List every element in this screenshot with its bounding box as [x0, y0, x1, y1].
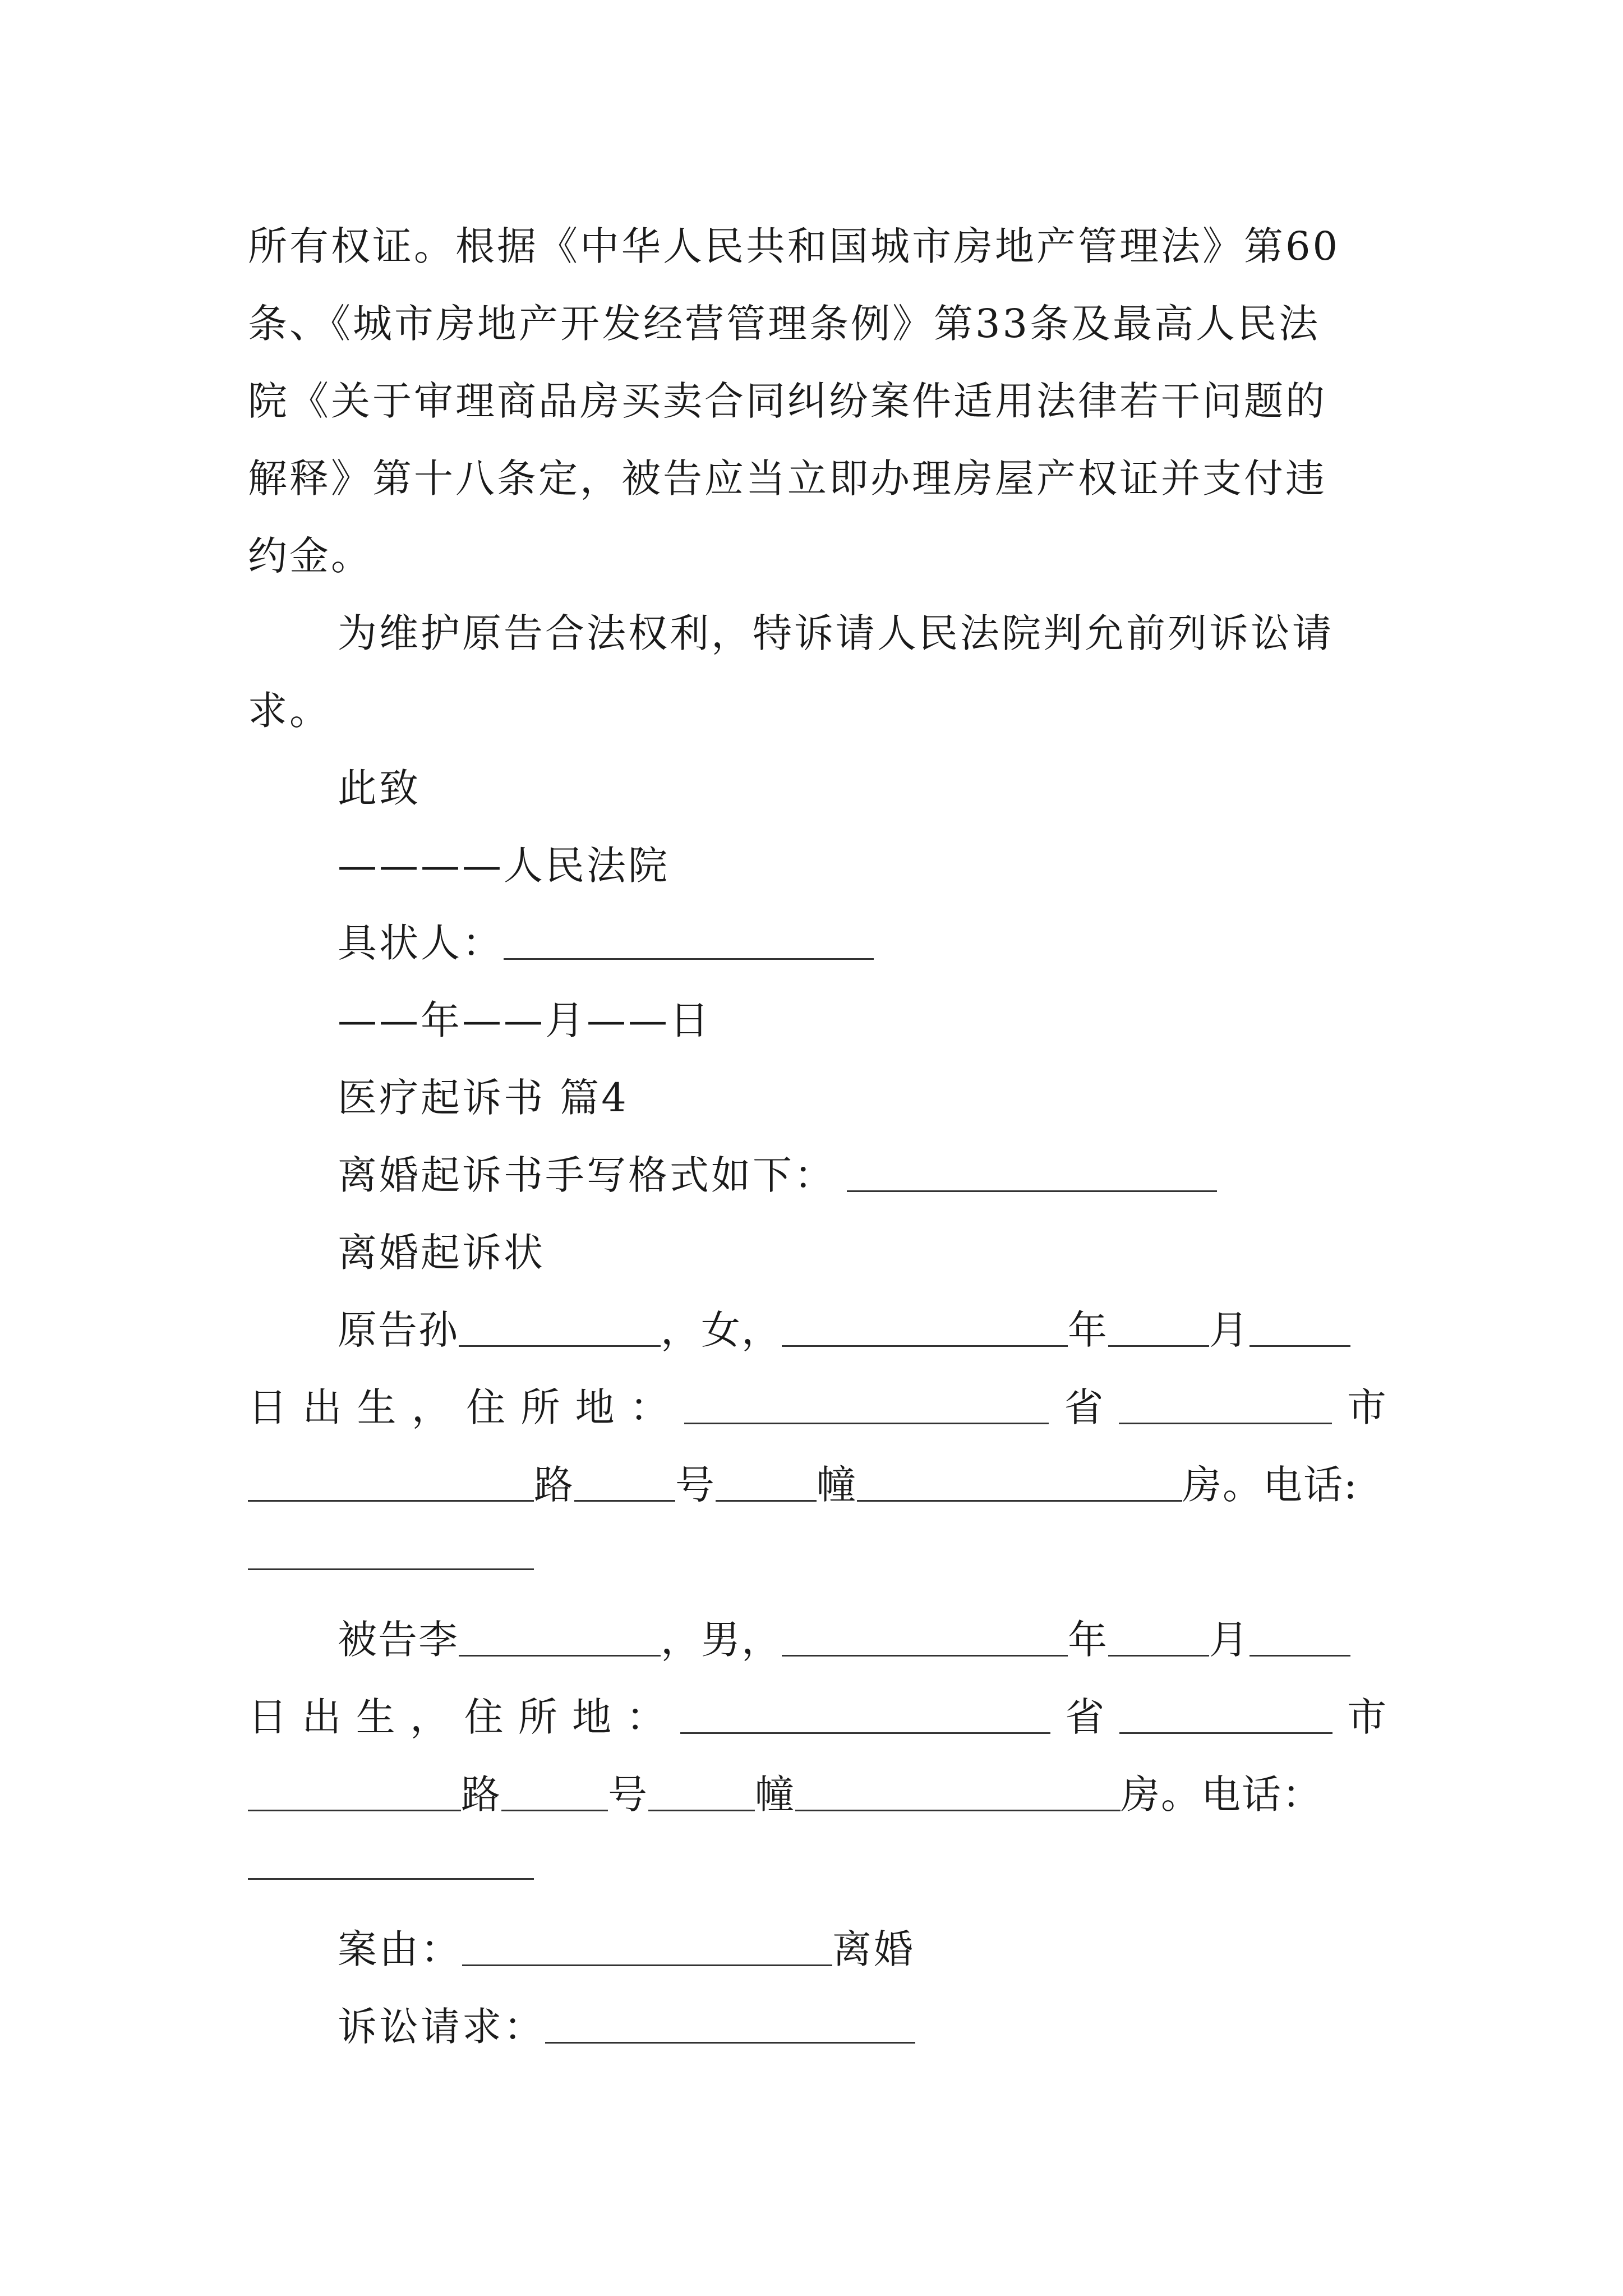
plaintiff-birth-month-blank[interactable] [1108, 1306, 1209, 1347]
plaintiff-year-label: 年 [1068, 1307, 1108, 1353]
plaintiff-phone-line [248, 1524, 1386, 1601]
date-line: ——年——月——日 [338, 997, 711, 1043]
defendant-gender: ，男， [661, 1617, 782, 1663]
plaintiff-birth-year-blank[interactable] [782, 1306, 1068, 1347]
plaintiff-name-blank[interactable] [459, 1306, 661, 1347]
plaintiff-road-label: 路 [534, 1462, 574, 1508]
paragraph-line: 所有权证。根据《中华人民共和国城市房地产管理法》第60 [248, 223, 1340, 269]
plaintiff-residence-char: 日 [248, 1384, 287, 1430]
defendant-residence-char: ， [410, 1694, 450, 1740]
defendant-residence-char: ： [626, 1694, 666, 1740]
cause-line [248, 1911, 1386, 1988]
claims-blank[interactable] [545, 2003, 915, 2044]
defendant-line-3 [248, 1756, 1386, 1833]
plaintiff-residence-char: 生 [357, 1384, 396, 1430]
plaintiff-province-blank[interactable] [1119, 1383, 1332, 1424]
plaintiff-line-2 [248, 1369, 1386, 1446]
plaintiff-phone-blank[interactable] [248, 1524, 534, 1570]
plaintiff-month-label: 月 [1209, 1307, 1249, 1353]
format-intro-label: 离婚起诉书手写格式如下： [338, 1152, 836, 1198]
defendant-phone-line [248, 1833, 1386, 1911]
paragraph-line: 条、《城市房地产开发经营管理条例》第33条及最高人民法 [248, 301, 1321, 347]
defendant-birth-month-blank[interactable] [1108, 1616, 1209, 1657]
plaintiff-birth-day-blank[interactable] [1249, 1306, 1350, 1347]
defendant-road-blank[interactable] [248, 1770, 461, 1811]
paragraph-line: 求。 [248, 688, 331, 734]
signer-blank[interactable] [504, 919, 874, 960]
plaintiff-line-3 [248, 1446, 1386, 1524]
plaintiff-residence-char: ， [411, 1384, 451, 1430]
defendant-month-label: 月 [1209, 1617, 1249, 1663]
section-title: 医疗起诉书 篇4 [338, 1075, 629, 1121]
plaintiff-road-blank[interactable] [248, 1461, 534, 1502]
plaintiff-prefix: 原告孙 [338, 1307, 459, 1353]
cause-blank[interactable] [462, 1925, 832, 1966]
defendant-residence-char: 出 [302, 1694, 342, 1740]
defendant-address-blank[interactable] [680, 1693, 1050, 1734]
defendant-residence-char: 所 [518, 1694, 557, 1740]
plaintiff-phone-label: 房。电话: [1182, 1462, 1358, 1508]
defendant-line-1 [248, 1601, 1386, 1678]
paragraph-line: 院《关于审理商品房买卖合同纠纷案件适用法律若干问题的 [248, 378, 1327, 424]
defendant-province-blank[interactable] [1119, 1693, 1332, 1734]
plaintiff-number-blank[interactable] [574, 1461, 675, 1502]
plaintiff-residence-char: 出 [302, 1384, 342, 1430]
defendant-birth-day-blank[interactable] [1249, 1616, 1350, 1657]
defendant-building-blank[interactable] [648, 1770, 755, 1811]
defendant-residence-char: 住 [464, 1694, 504, 1740]
defendant-residence-char: 日 [248, 1694, 287, 1740]
plaintiff-building-blank[interactable] [716, 1461, 817, 1502]
defendant-room-blank[interactable] [795, 1770, 1121, 1811]
paragraph-line: 为维护原告合法权利，特诉请人民法院判允前列诉讼请 [338, 610, 1334, 656]
cause-value: 离婚 [832, 1926, 915, 1972]
defendant-city-label: 市 [1347, 1694, 1386, 1740]
salutation: 此致 [338, 765, 421, 811]
court-name: ————人民法院 [338, 843, 670, 889]
plaintiff-residence-char: 所 [520, 1384, 560, 1430]
defendant-phone-blank[interactable] [248, 1833, 534, 1880]
plaintiff-residence-char: 住 [466, 1384, 506, 1430]
signer-line [248, 904, 1386, 982]
cause-label: 案由： [338, 1926, 462, 1972]
defendant-phone-label: 房。电话： [1121, 1772, 1322, 1818]
defendant-road-label: 路 [461, 1772, 501, 1818]
defendant-name-blank[interactable] [459, 1616, 661, 1657]
format-intro-line [248, 1137, 1386, 1214]
defendant-residence-char: 生 [356, 1694, 395, 1740]
plaintiff-residence-char: ： [629, 1384, 669, 1430]
defendant-residence-char: 地 [572, 1694, 612, 1740]
defendant-building-label: 幢 [755, 1772, 795, 1818]
defendant-prefix: 被告李 [338, 1617, 459, 1663]
document-body [248, 208, 1386, 2065]
format-intro-blank[interactable] [847, 1151, 1217, 1192]
plaintiff-line-1 [248, 1291, 1386, 1369]
plaintiff-number-label: 号 [675, 1462, 716, 1508]
paragraph-line: 约金。 [248, 533, 372, 579]
plaintiff-room-blank[interactable] [857, 1461, 1182, 1502]
doc-title: 离婚起诉状 [338, 1230, 545, 1276]
defendant-birth-year-blank[interactable] [782, 1616, 1068, 1657]
plaintiff-province-label: 省 [1064, 1384, 1104, 1430]
claims-line [248, 1988, 1386, 2065]
plaintiff-address-blank[interactable] [684, 1383, 1049, 1424]
defendant-number-blank[interactable] [501, 1770, 608, 1811]
paragraph-line: 解释》第十八条定，被告应当立即办理房屋产权证并支付违 [248, 455, 1327, 501]
signer-label: 具状人： [338, 920, 504, 966]
plaintiff-residence-char: 地 [575, 1384, 615, 1430]
plaintiff-building-label: 幢 [817, 1462, 857, 1508]
defendant-number-label: 号 [608, 1772, 648, 1818]
claims-label: 诉讼请求： [338, 2004, 545, 2050]
defendant-line-2 [248, 1678, 1386, 1756]
plaintiff-gender: ，女， [661, 1307, 782, 1353]
defendant-year-label: 年 [1068, 1617, 1108, 1663]
defendant-province-label: 省 [1065, 1694, 1105, 1740]
plaintiff-city-label: 市 [1347, 1384, 1386, 1430]
